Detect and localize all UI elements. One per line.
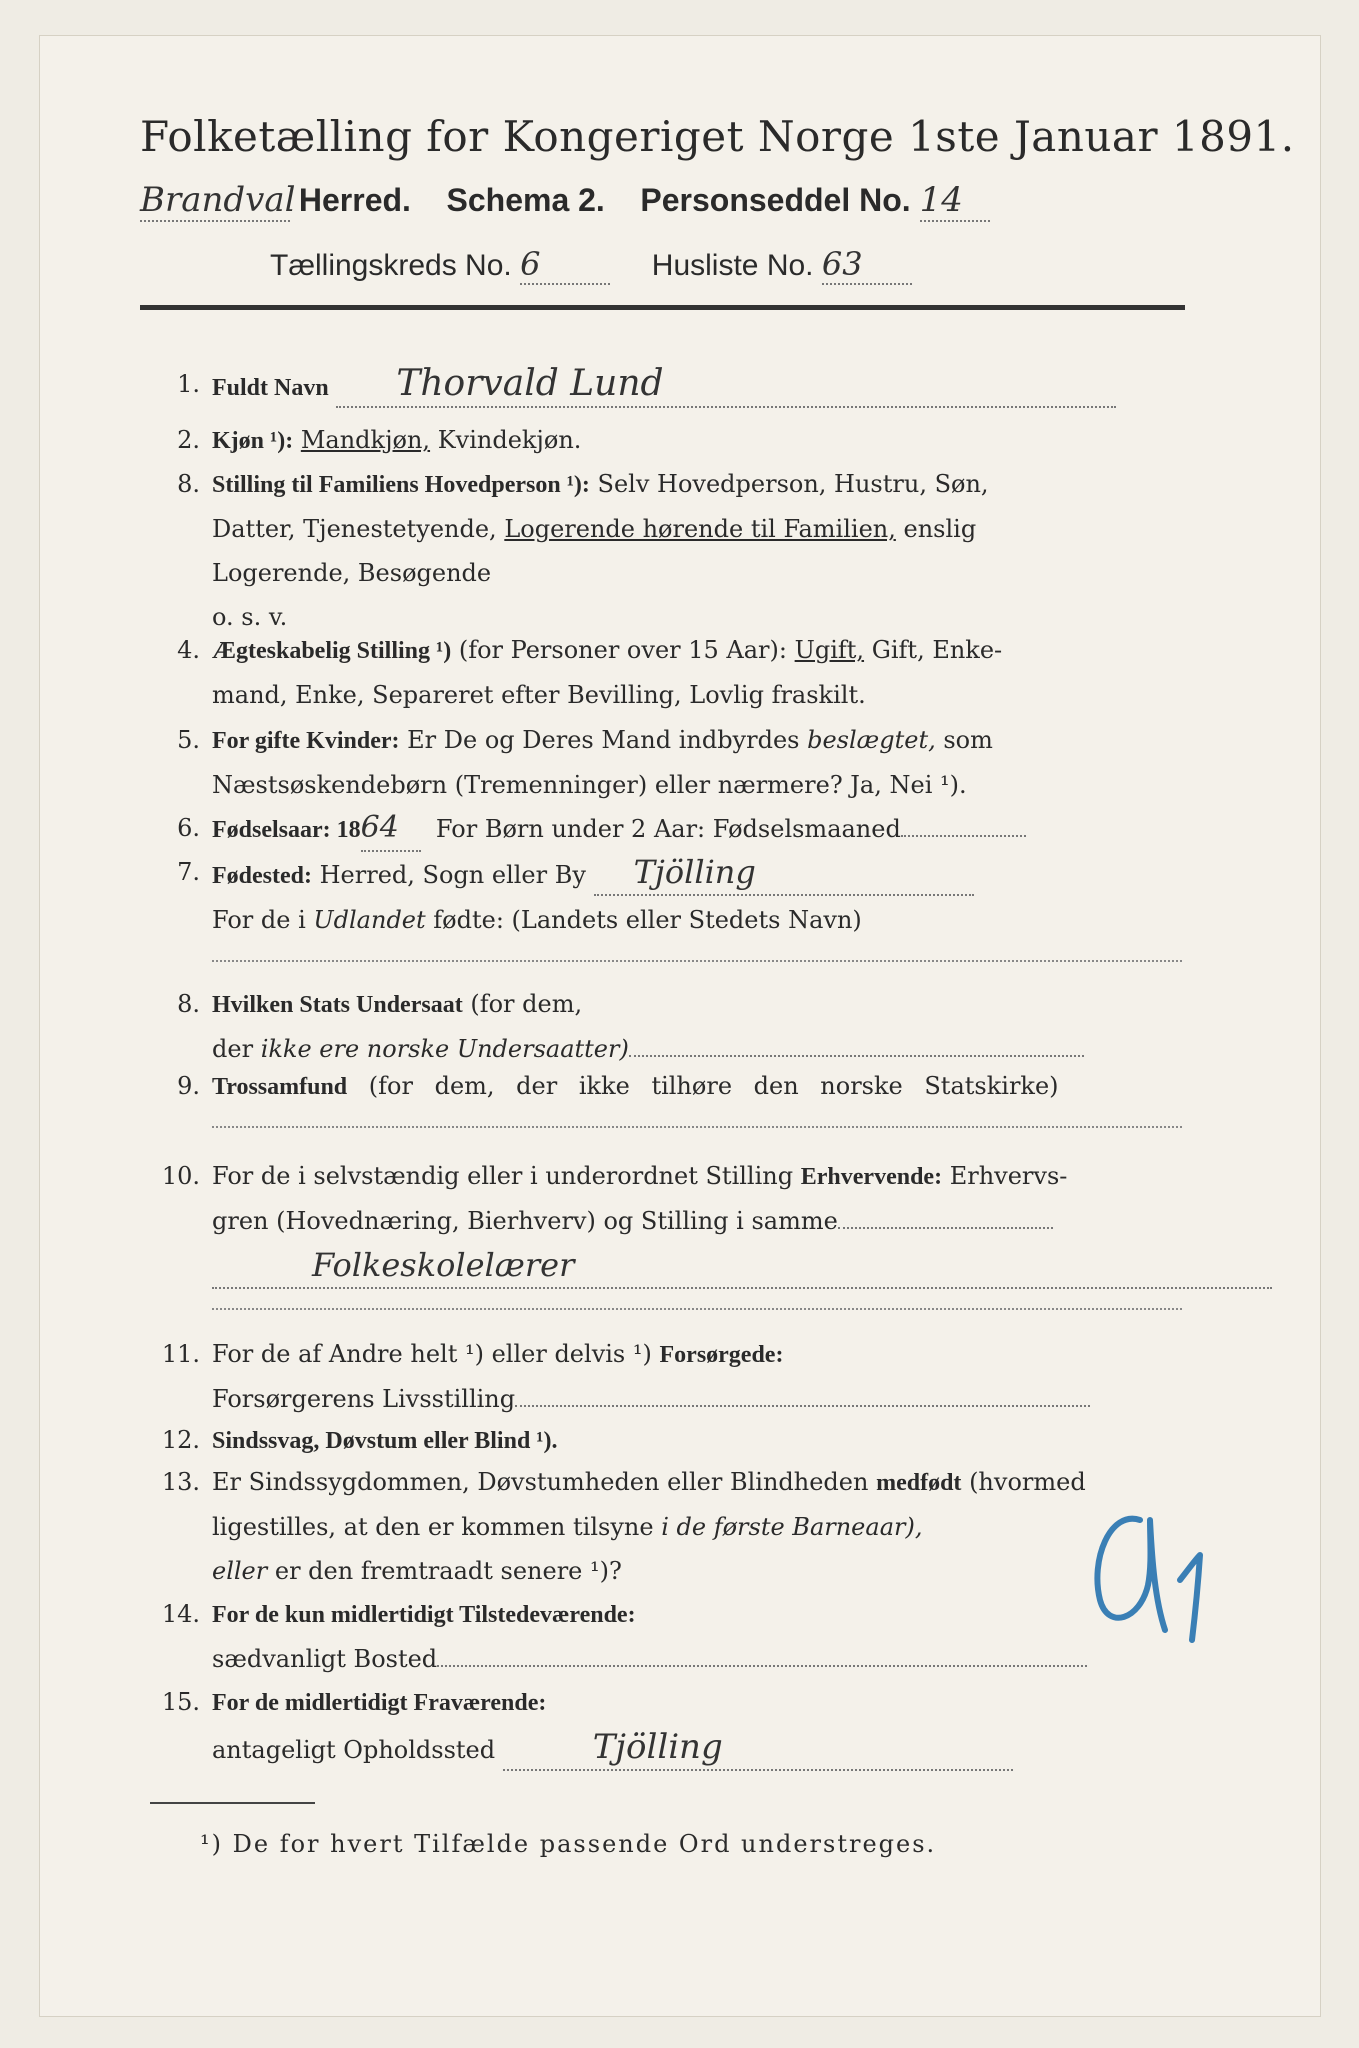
congenital-question-italic: i de første Barneaar),: [661, 1513, 923, 1541]
item-12-disability: [140, 1418, 1190, 1462]
item-6-birthyear: [140, 806, 1190, 850]
position-options-line4: o. s. v.: [212, 603, 288, 631]
item-label: Forsørgede:: [659, 1342, 784, 1368]
marital-note: (for Personer over 15 Aar):: [458, 636, 787, 664]
question-text-c: Næstsøskendebørn (Tremenninger) eller nærmere? Ja, Nei ¹).: [212, 771, 967, 799]
religion-note: (for dem, der ikke tilhøre den norske Statskirke): [368, 1072, 1059, 1100]
citizenship-note-italic: ikke ere norske Undersaatter): [260, 1035, 629, 1063]
footnote: ¹) De for hvert Tilfælde passende Ord understreges.: [200, 1830, 937, 1858]
footnote-divider: [150, 1802, 315, 1804]
congenital-question-a: Er Sindssygdommen, Døvstumheden eller Blindheden: [212, 1468, 869, 1496]
item-label: Trossamfund: [212, 1074, 348, 1100]
question-text-italic: beslægtet,: [807, 726, 936, 754]
item-number: 7.: [177, 858, 200, 886]
item-number: 12.: [161, 1426, 200, 1454]
position-options-line1: Selv Hovedperson, Hustru, Søn,: [597, 470, 989, 498]
birthplace-value: Tjölling: [594, 850, 974, 896]
item-label: For de kun midlertidigt Tilstedeværende:: [212, 1602, 636, 1628]
item-4-marital: [140, 628, 1190, 716]
item-label: Erhvervende:: [800, 1164, 943, 1190]
marital-selected: Ugift,: [794, 636, 865, 664]
schema-label: Schema 2.: [446, 182, 605, 218]
dotted-line: [515, 1383, 1090, 1407]
husliste-label: Husliste No.: [651, 249, 814, 282]
abroad-text-b: fødte: (Landets eller Stedets Navn): [433, 906, 862, 934]
herred-value: Brandval: [140, 180, 296, 220]
item-number: 2.: [177, 426, 200, 454]
citizenship-note: (for dem,: [470, 990, 583, 1018]
item-14-temporary-present: [140, 1592, 1190, 1680]
item-8-citizenship: [140, 982, 1190, 1070]
header-divider: [140, 305, 1185, 310]
item-number: 14.: [161, 1600, 200, 1628]
item-label: Fødested:: [212, 863, 312, 889]
item-label: For gifte Kvinder:: [212, 728, 400, 754]
pencil-annotation-mark: [1070, 1490, 1250, 1670]
item-number: 11.: [161, 1340, 200, 1368]
personseddel-label: Personseddel No.: [640, 182, 911, 218]
item-2-sex: [140, 418, 1190, 462]
herred-label: Herred.: [298, 182, 411, 218]
dotted-line: [212, 1306, 1182, 1310]
dotted-line: [212, 958, 1182, 962]
occupation-value: Folkeskolelærer: [212, 1243, 1272, 1289]
item-label: Ægteskabelig Stilling ¹): [212, 638, 452, 664]
occupation-question-c: gren (Hovednæring, Bierhverv) og Stilling i samme: [212, 1207, 838, 1235]
item-10-occupation: [140, 1154, 1190, 1294]
position-options-line2b: enslig: [903, 515, 977, 543]
dotted-line: [437, 1643, 1087, 1667]
question-text-b: som: [943, 726, 993, 754]
item-3-position: [140, 462, 1190, 638]
item-11-supported: [140, 1332, 1190, 1420]
dotted-line: [629, 1033, 1084, 1057]
abroad-text-a: For de i: [212, 906, 306, 934]
form-title: Folketælling for Kongeriget Norge 1ste Januar 1891.: [140, 112, 1295, 161]
position-options-line2a: Datter, Tjenestetyende,: [212, 515, 497, 543]
abroad-text-italic: Udlandet: [313, 906, 426, 934]
birth-month-label: For Børn under 2 Aar: Fødselsmaaned: [435, 815, 901, 843]
probable-residence-label: antageligt Opholdssted: [212, 1736, 496, 1764]
congenital-question-b: (hvormed: [969, 1468, 1086, 1496]
item-label: Stilling til Familiens Hovedperson ¹):: [212, 472, 590, 498]
position-selected: Logerende hørende til Familien,: [504, 515, 896, 543]
name-value: Thorvald Lund: [336, 362, 1116, 408]
marital-options-b: mand, Enke, Separeret efter Bevilling, Lovlig fraskilt.: [212, 681, 866, 709]
usual-residence-label: sædvanligt Bosted: [212, 1645, 438, 1673]
marital-options-a: Gift, Enke-: [871, 636, 1003, 664]
residence-value: Tjölling: [503, 1725, 1013, 1771]
personseddel-value: 14: [920, 180, 990, 222]
kreds-label: Tællingskreds No.: [270, 249, 512, 282]
item-number: 8.: [177, 470, 200, 498]
item-5-married-women: [140, 718, 1190, 806]
sex-option-female: Kvindekjøn.: [437, 426, 582, 454]
item-7-birthplace: [140, 850, 1190, 950]
sex-option-male: Mandkjøn,: [300, 426, 431, 454]
item-number: 6.: [177, 814, 200, 842]
item-15-temporary-absent: [140, 1680, 1190, 1780]
item-13-congenital: [140, 1460, 1190, 1592]
question-text-a: Er De og Deres Mand indbyrdes: [407, 726, 800, 754]
item-number: 5.: [177, 726, 200, 754]
item-label: Fuldt Navn: [212, 375, 329, 401]
item-label: Fødselsaar: 18: [212, 817, 361, 843]
supported-question: For de af Andre helt ¹) eller delvis ¹): [212, 1340, 652, 1368]
congenital-question-italic-b: eller: [212, 1557, 268, 1585]
dotted-line: [901, 813, 1026, 837]
item-number: 15.: [161, 1688, 200, 1716]
congenital-question-c: ligestilles, at den er kommen tilsyne: [212, 1513, 654, 1541]
item-number: 10.: [161, 1162, 200, 1190]
occupation-question-a: For de i selvstændig eller i underordnet Stilling: [212, 1162, 794, 1190]
header-line-herred: [140, 180, 1200, 222]
item-label: For de midlertidigt Fraværende:: [212, 1690, 547, 1716]
birthyear-value: 64: [361, 806, 421, 852]
congenital-question-d: er den fremtraadt senere ¹)?: [274, 1557, 622, 1585]
item-label: Hvilken Stats Undersaat: [212, 992, 463, 1018]
header-line-kreds: [270, 245, 1170, 285]
birthplace-question: Herred, Sogn eller By: [319, 861, 586, 889]
item-number: 4.: [177, 636, 200, 664]
item-number: 13.: [161, 1468, 200, 1496]
item-label: Sindssvag, Døvstum eller Blind ¹).: [212, 1428, 558, 1454]
item-label: Kjøn ¹):: [212, 428, 294, 454]
item-1-name: [140, 362, 1190, 412]
husliste-value: 63: [822, 245, 912, 285]
item-label: medfødt: [876, 1470, 962, 1496]
kreds-value: 6: [520, 245, 610, 285]
item-9-religion: [140, 1064, 1190, 1108]
item-number: 9.: [177, 1072, 200, 1100]
position-options-line3: Logerende, Besøgende: [212, 559, 492, 587]
dotted-line: [838, 1205, 1053, 1229]
item-number: 8.: [177, 990, 200, 1018]
occupation-question-b: Erhvervs-: [949, 1162, 1068, 1190]
item-number: 1.: [177, 370, 200, 398]
dotted-line: [212, 1124, 1182, 1128]
supporter-label: Forsørgerens Livsstilling: [212, 1385, 516, 1413]
citizenship-note-b: der: [212, 1035, 254, 1063]
